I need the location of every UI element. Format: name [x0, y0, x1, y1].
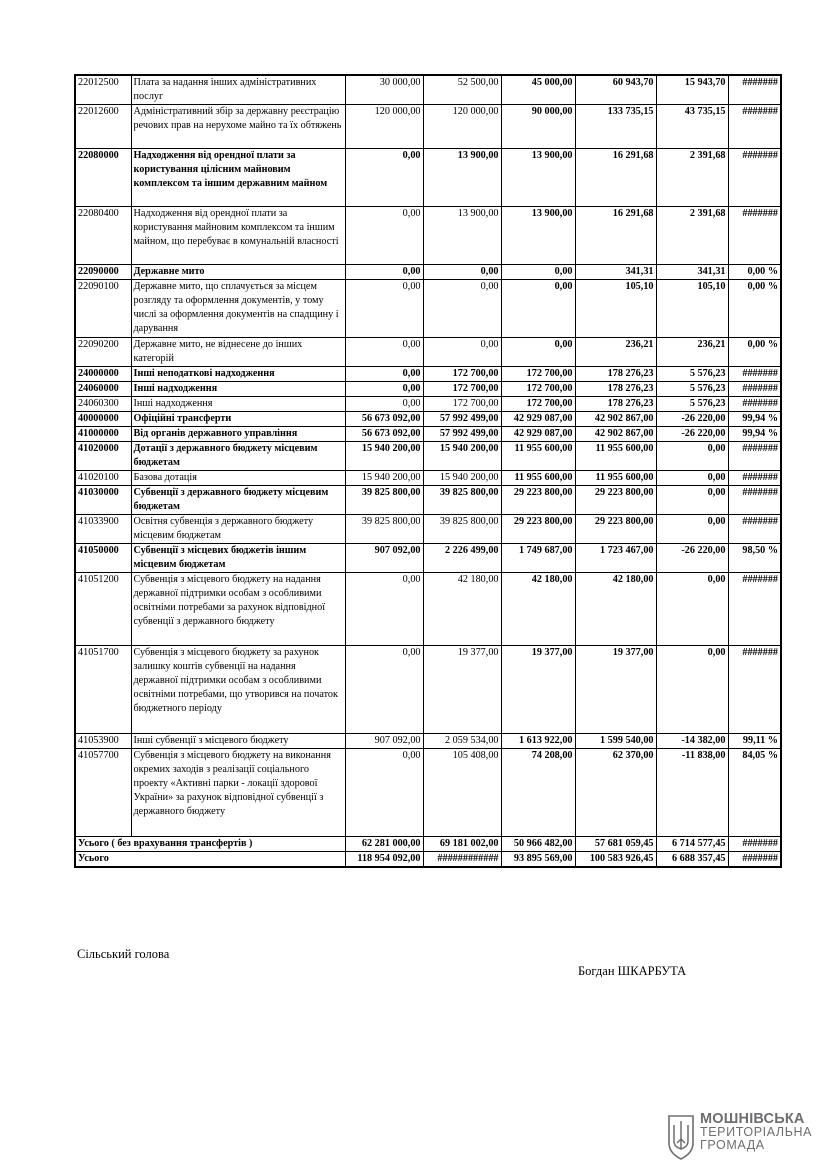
table-row — [75, 515, 781, 544]
table-row — [75, 544, 781, 573]
total-actual: 100 583 926,45 — [575, 852, 656, 868]
row-period-plan: 74 208,00 — [501, 749, 575, 837]
total-actual: 57 681 059,45 — [575, 837, 656, 852]
row-code: 24060000 — [75, 382, 131, 397]
row-plan-with-changes: 2 059 534,00 — [423, 734, 501, 749]
table-row — [75, 573, 781, 646]
table-row — [75, 397, 781, 412]
total-percent: ####### — [728, 852, 781, 868]
row-actual: 105,10 — [575, 280, 656, 338]
row-code: 22080000 — [75, 149, 131, 207]
table-row — [75, 382, 781, 397]
row-period-plan: 42 929 087,00 — [501, 412, 575, 427]
row-actual: 62 370,00 — [575, 749, 656, 837]
row-deviation: 341,31 — [656, 265, 728, 280]
row-name: Державне мито, не віднесене до інших категорій — [131, 338, 345, 367]
total-period-plan: 93 895 569,00 — [501, 852, 575, 868]
total-annual-plan: 62 281 000,00 — [345, 837, 423, 852]
row-deviation: 105,10 — [656, 280, 728, 338]
table-row — [75, 412, 781, 427]
row-plan-with-changes: 172 700,00 — [423, 382, 501, 397]
row-name: Плата за надання інших адміністративних послуг — [131, 75, 345, 105]
row-name: Освітня субвенція з державного бюджету місцевим бюджетам — [131, 515, 345, 544]
row-plan-with-changes: 120 000,00 — [423, 105, 501, 149]
row-period-plan: 11 955 600,00 — [501, 442, 575, 471]
row-deviation: 0,00 — [656, 442, 728, 471]
row-annual-plan: 0,00 — [345, 646, 423, 734]
row-deviation: 2 391,68 — [656, 207, 728, 265]
row-annual-plan: 0,00 — [345, 207, 423, 265]
row-plan-with-changes: 0,00 — [423, 338, 501, 367]
row-code: 40000000 — [75, 412, 131, 427]
row-period-plan: 13 900,00 — [501, 207, 575, 265]
row-percent: ####### — [728, 105, 781, 149]
row-annual-plan: 0,00 — [345, 382, 423, 397]
row-annual-plan: 907 092,00 — [345, 544, 423, 573]
row-period-plan: 172 700,00 — [501, 367, 575, 382]
row-period-plan: 13 900,00 — [501, 149, 575, 207]
community-logo — [666, 1113, 816, 1161]
budget-execution-table — [74, 74, 782, 868]
table-row — [75, 280, 781, 338]
row-code: 41051200 — [75, 573, 131, 646]
table-row — [75, 442, 781, 471]
row-actual: 29 223 800,00 — [575, 515, 656, 544]
row-actual: 1 723 467,00 — [575, 544, 656, 573]
row-period-plan: 0,00 — [501, 265, 575, 280]
row-actual: 133 735,15 — [575, 105, 656, 149]
row-code: 41051700 — [75, 646, 131, 734]
row-name: Інші субвенції з місцевого бюджету — [131, 734, 345, 749]
row-annual-plan: 56 673 092,00 — [345, 427, 423, 442]
row-plan-with-changes: 39 825 800,00 — [423, 486, 501, 515]
total-label: Усього — [75, 852, 345, 868]
row-plan-with-changes: 2 226 499,00 — [423, 544, 501, 573]
row-actual: 42 902 867,00 — [575, 412, 656, 427]
row-percent: ####### — [728, 573, 781, 646]
row-period-plan: 45 000,00 — [501, 75, 575, 105]
row-period-plan: 19 377,00 — [501, 646, 575, 734]
row-period-plan: 42 929 087,00 — [501, 427, 575, 442]
row-annual-plan: 907 092,00 — [345, 734, 423, 749]
row-annual-plan: 0,00 — [345, 397, 423, 412]
row-plan-with-changes: 0,00 — [423, 265, 501, 280]
row-code: 24060300 — [75, 397, 131, 412]
table-row — [75, 149, 781, 207]
row-annual-plan: 0,00 — [345, 573, 423, 646]
row-annual-plan: 0,00 — [345, 338, 423, 367]
row-deviation: -14 382,00 — [656, 734, 728, 749]
row-percent: ####### — [728, 75, 781, 105]
row-percent: ####### — [728, 646, 781, 734]
row-code: 22080400 — [75, 207, 131, 265]
row-percent: ####### — [728, 149, 781, 207]
row-period-plan: 1 613 922,00 — [501, 734, 575, 749]
row-plan-with-changes: 0,00 — [423, 280, 501, 338]
row-code: 41050000 — [75, 544, 131, 573]
table-row — [75, 75, 781, 105]
row-annual-plan: 120 000,00 — [345, 105, 423, 149]
total-deviation: 6 714 577,45 — [656, 837, 728, 852]
row-deviation: 0,00 — [656, 486, 728, 515]
row-deviation: 5 576,23 — [656, 367, 728, 382]
row-deviation: 2 391,68 — [656, 149, 728, 207]
table-row — [75, 105, 781, 149]
row-actual: 42 180,00 — [575, 573, 656, 646]
row-annual-plan: 39 825 800,00 — [345, 515, 423, 544]
row-deviation: -26 220,00 — [656, 412, 728, 427]
row-plan-with-changes: 172 700,00 — [423, 397, 501, 412]
row-actual: 42 902 867,00 — [575, 427, 656, 442]
row-annual-plan: 0,00 — [345, 280, 423, 338]
row-plan-with-changes: 13 900,00 — [423, 207, 501, 265]
row-annual-plan: 0,00 — [345, 749, 423, 837]
row-deviation: 5 576,23 — [656, 382, 728, 397]
row-actual: 29 223 800,00 — [575, 486, 656, 515]
row-percent: 0,00 % — [728, 280, 781, 338]
table-row — [75, 207, 781, 265]
table-row — [75, 338, 781, 367]
row-annual-plan: 0,00 — [345, 149, 423, 207]
row-percent: 99,11 % — [728, 734, 781, 749]
row-percent: 0,00 % — [728, 338, 781, 367]
row-period-plan: 1 749 687,00 — [501, 544, 575, 573]
row-percent: 99,94 % — [728, 427, 781, 442]
row-code: 41057700 — [75, 749, 131, 837]
row-name: Державне мито, що сплачується за місцем розгляду та оформлення документів, у тому числі за оформлення документів на спадщину і дарування — [131, 280, 345, 338]
total-plan-with-changes: ############ — [423, 852, 501, 868]
row-name: Державне мито — [131, 265, 345, 280]
table-row — [75, 471, 781, 486]
row-percent: ####### — [728, 367, 781, 382]
row-period-plan: 0,00 — [501, 280, 575, 338]
row-name: Субвенції з державного бюджету місцевим бюджетам — [131, 486, 345, 515]
row-name: Субвенція з місцевого бюджету на виконання окремих заходів з реалізації соціального проекту «Активні парки - локації здорової України» за рахунок відповідної субвенції з державного бюджету — [131, 749, 345, 837]
row-period-plan: 29 223 800,00 — [501, 486, 575, 515]
row-code: 41000000 — [75, 427, 131, 442]
row-plan-with-changes: 57 992 499,00 — [423, 412, 501, 427]
row-deviation: -11 838,00 — [656, 749, 728, 837]
row-plan-with-changes: 19 377,00 — [423, 646, 501, 734]
row-percent: ####### — [728, 442, 781, 471]
row-annual-plan: 0,00 — [345, 367, 423, 382]
row-percent: 84,05 % — [728, 749, 781, 837]
row-percent: ####### — [728, 207, 781, 265]
total-annual-plan: 118 954 092,00 — [345, 852, 423, 868]
row-code: 22090000 — [75, 265, 131, 280]
row-deviation: 0,00 — [656, 471, 728, 486]
row-actual: 11 955 600,00 — [575, 442, 656, 471]
logo-line-1: МОШНІВСЬКА — [700, 1111, 805, 1127]
row-annual-plan: 56 673 092,00 — [345, 412, 423, 427]
row-percent: 99,94 % — [728, 412, 781, 427]
row-plan-with-changes: 15 940 200,00 — [423, 442, 501, 471]
row-annual-plan: 30 000,00 — [345, 75, 423, 105]
row-code: 41030000 — [75, 486, 131, 515]
row-annual-plan: 39 825 800,00 — [345, 486, 423, 515]
row-name: Субвенції з місцевих бюджетів іншим місцевим бюджетам — [131, 544, 345, 573]
total-percent: ####### — [728, 837, 781, 852]
row-annual-plan: 0,00 — [345, 265, 423, 280]
trident-emblem-icon — [666, 1113, 696, 1161]
row-name: Інші надходження — [131, 397, 345, 412]
signature-title: Сільський голова — [77, 947, 170, 961]
row-name: Субвенція з місцевого бюджету за рахунок залишку коштів субвенції на надання державної підтримки особам з особливими освітніми потребами, що утворився на початок бюджетного періоду — [131, 646, 345, 734]
row-code: 41033900 — [75, 515, 131, 544]
row-period-plan: 90 000,00 — [501, 105, 575, 149]
row-percent: 0,00 % — [728, 265, 781, 280]
row-actual: 1 599 540,00 — [575, 734, 656, 749]
total-period-plan: 50 966 482,00 — [501, 837, 575, 852]
row-plan-with-changes: 42 180,00 — [423, 573, 501, 646]
row-actual: 341,31 — [575, 265, 656, 280]
logo-line-3: ГРОМАДА — [700, 1138, 765, 1152]
row-period-plan: 42 180,00 — [501, 573, 575, 646]
row-name: Офіційні трансферти — [131, 412, 345, 427]
row-code: 41020100 — [75, 471, 131, 486]
total-deviation: 6 688 357,45 — [656, 852, 728, 868]
row-name: Інші неподаткові надходження — [131, 367, 345, 382]
row-period-plan: 11 955 600,00 — [501, 471, 575, 486]
total-plan-with-changes: 69 181 002,00 — [423, 837, 501, 852]
row-deviation: 5 576,23 — [656, 397, 728, 412]
row-actual: 16 291,68 — [575, 149, 656, 207]
row-plan-with-changes: 57 992 499,00 — [423, 427, 501, 442]
row-deviation: 43 735,15 — [656, 105, 728, 149]
table-row — [75, 734, 781, 749]
row-deviation: 0,00 — [656, 515, 728, 544]
table-row — [75, 367, 781, 382]
row-code: 22012500 — [75, 75, 131, 105]
row-actual: 60 943,70 — [575, 75, 656, 105]
row-code: 24000000 — [75, 367, 131, 382]
row-period-plan: 29 223 800,00 — [501, 515, 575, 544]
row-actual: 236,21 — [575, 338, 656, 367]
row-percent: ####### — [728, 397, 781, 412]
row-actual: 178 276,23 — [575, 382, 656, 397]
row-code: 22090100 — [75, 280, 131, 338]
row-actual: 11 955 600,00 — [575, 471, 656, 486]
row-plan-with-changes: 15 940 200,00 — [423, 471, 501, 486]
row-code: 22012600 — [75, 105, 131, 149]
row-period-plan: 0,00 — [501, 338, 575, 367]
logo-line-2: ТЕРИТОРІАЛЬНА — [700, 1125, 813, 1139]
row-deviation: 0,00 — [656, 573, 728, 646]
row-name: Субвенція з місцевого бюджету на надання державної підтримки особам з особливими освітніми потребами за рахунок відповідної субвенції з державного бюджету — [131, 573, 345, 646]
row-name: Інші надходження — [131, 382, 345, 397]
row-code: 41053900 — [75, 734, 131, 749]
row-name: Дотації з державного бюджету місцевим бюджетам — [131, 442, 345, 471]
table-row — [75, 427, 781, 442]
row-name: Базова дотація — [131, 471, 345, 486]
row-deviation: -26 220,00 — [656, 544, 728, 573]
table-row — [75, 265, 781, 280]
total-row — [75, 837, 781, 852]
row-deviation: 0,00 — [656, 646, 728, 734]
row-actual: 16 291,68 — [575, 207, 656, 265]
row-deviation: 236,21 — [656, 338, 728, 367]
table-row — [75, 749, 781, 837]
row-plan-with-changes: 52 500,00 — [423, 75, 501, 105]
row-plan-with-changes: 105 408,00 — [423, 749, 501, 837]
row-name: Адміністративний збір за державну реєстрацію речових прав на нерухоме майно та їх обтяжень — [131, 105, 345, 149]
row-period-plan: 172 700,00 — [501, 382, 575, 397]
total-label: Усього ( без врахування трансфертів ) — [75, 837, 345, 852]
row-code: 22090200 — [75, 338, 131, 367]
row-percent: ####### — [728, 486, 781, 515]
table-row — [75, 646, 781, 734]
row-percent: ####### — [728, 471, 781, 486]
row-plan-with-changes: 39 825 800,00 — [423, 515, 501, 544]
row-annual-plan: 15 940 200,00 — [345, 471, 423, 486]
row-percent: 98,50 % — [728, 544, 781, 573]
row-name: Надходження від орендної плати за користування цілісним майновим комплексом та іншим державним майном — [131, 149, 345, 207]
total-row — [75, 852, 781, 868]
row-deviation: 15 943,70 — [656, 75, 728, 105]
row-actual: 19 377,00 — [575, 646, 656, 734]
row-percent: ####### — [728, 382, 781, 397]
row-plan-with-changes: 172 700,00 — [423, 367, 501, 382]
row-period-plan: 172 700,00 — [501, 397, 575, 412]
row-plan-with-changes: 13 900,00 — [423, 149, 501, 207]
signature-name: Богдан ШКАРБУТА — [578, 964, 687, 978]
row-annual-plan: 15 940 200,00 — [345, 442, 423, 471]
row-name: Надходження від орендної плати за користування майновим комплексом та іншим майном, що перебуває в комунальній власності — [131, 207, 345, 265]
row-percent: ####### — [728, 515, 781, 544]
row-actual: 178 276,23 — [575, 397, 656, 412]
row-code: 41020000 — [75, 442, 131, 471]
table-row — [75, 486, 781, 515]
row-name: Від органів державного управління — [131, 427, 345, 442]
row-deviation: -26 220,00 — [656, 427, 728, 442]
row-actual: 178 276,23 — [575, 367, 656, 382]
